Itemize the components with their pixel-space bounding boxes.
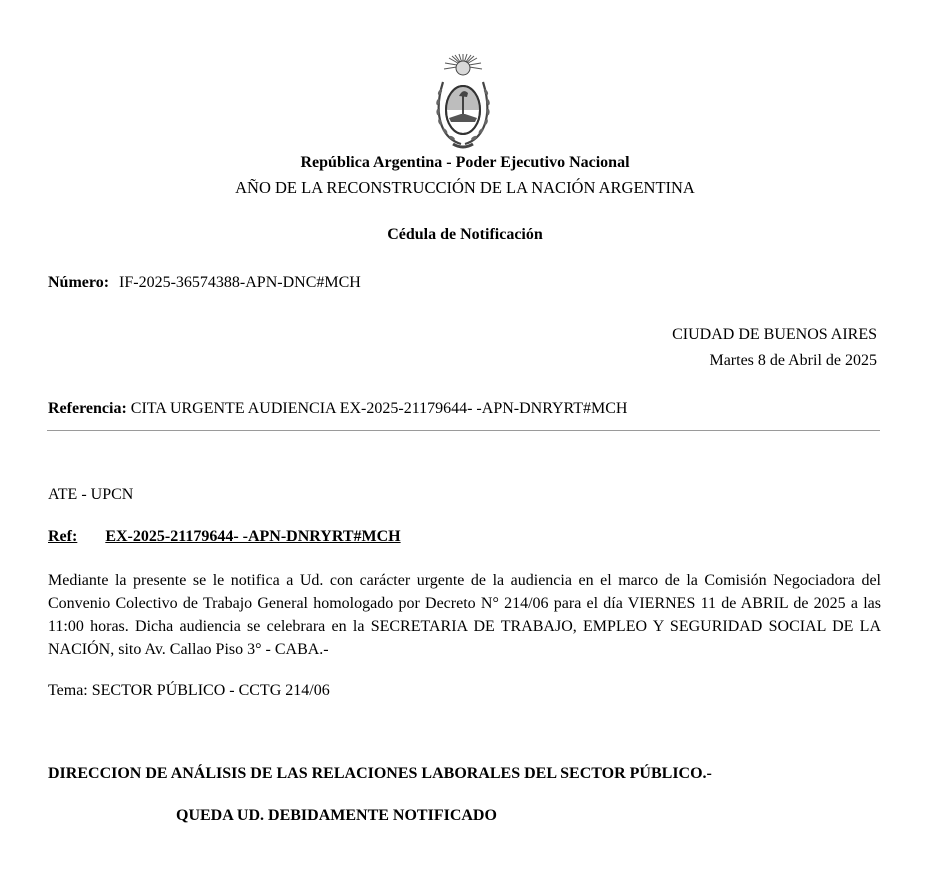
recipient: ATE - UPCN (48, 486, 134, 503)
header-divider (47, 430, 880, 431)
issuing-direction: DIRECCION DE ANÁLISIS DE LAS RELACIONES LABORALES DEL SECTOR PÚBLICO.- (48, 765, 712, 782)
notification-paragraph: Mediante la presente se le notifica a Ud. con carácter urgente de la audiencia en el marco de la Comisión Negociadora del Convenio Colectivo de Trabajo General homologado por Decreto N° 214/06 para el día VIERNES 11 de ABRIL de 2025 a las 11:00 horas. Dicha audiencia se celebrara en la SECRETARIA DE TRABAJO, EMPLEO Y SEGURIDAD SOCIAL DE LA NACIÓN, sito Av. Callao Piso 3° - CABA.- (48, 572, 881, 658)
numero-label: Número: (48, 274, 110, 291)
coat-of-arms-emblem (431, 52, 495, 156)
numero-value: IF-2025-36574388-APN-DNC#MCH (119, 274, 361, 291)
date: Martes 8 de Abril de 2025 (709, 352, 877, 369)
tema-line: Tema: SECTOR PÚBLICO - CCTG 214/06 (48, 682, 330, 699)
city: CIUDAD DE BUENOS AIRES (672, 326, 877, 343)
document-type-title: Cédula de Notificación (387, 226, 543, 243)
sun-face (456, 61, 470, 75)
year-motto: AÑO DE LA RECONSTRUCCIÓN DE LA NACIÓN ARGENTINA (235, 178, 695, 197)
ref-label: Ref: (48, 528, 78, 545)
referencia-value: CITA URGENTE AUDIENCIA EX-2025-21179644- -APN-DNRYRT#MCH (130, 400, 628, 417)
ribbon (453, 144, 473, 147)
issuing-authority: República Argentina - Poder Ejecutivo Nacional (300, 154, 630, 171)
ref-value: EX-2025-21179644- -APN-DNRYRT#MCH (105, 528, 401, 545)
numero-line (48, 274, 361, 292)
referencia-line (48, 400, 627, 418)
notified-statement: QUEDA UD. DEBIDAMENTE NOTIFICADO (176, 807, 497, 824)
ref-line (48, 528, 401, 546)
referencia-label: Referencia: (48, 400, 127, 417)
